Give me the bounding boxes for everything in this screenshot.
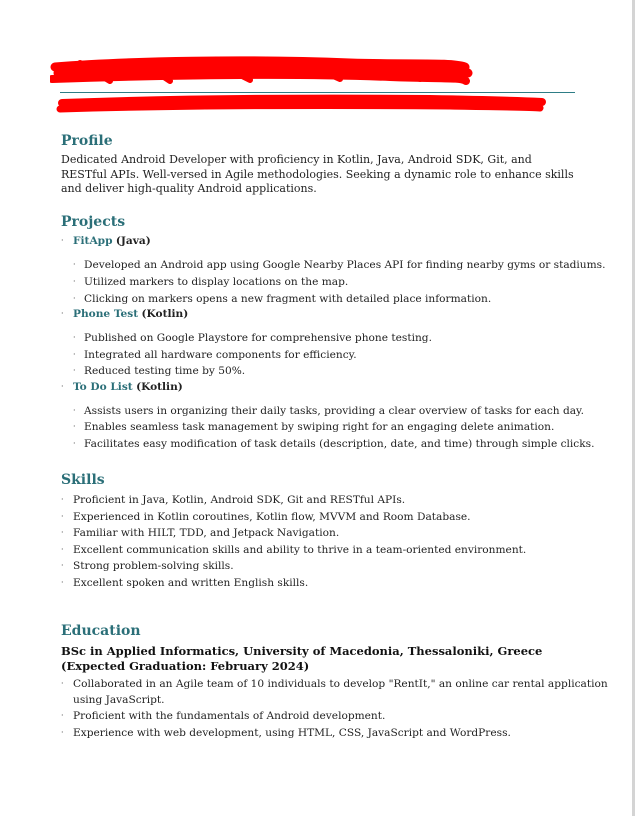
bullet: · (73, 422, 76, 431)
bullet: · (73, 439, 76, 448)
degree-title: BSc in Applied Informatics, University of Macedonia, Thessaloniki, Greece (Expected Graduation: February 2024) (61, 644, 543, 673)
list-item: Familiar with HILT, TDD, and Jetpack Navigation. (73, 527, 340, 539)
bullet: · (61, 545, 64, 554)
bullet: · (61, 512, 64, 521)
bullet: · (61, 561, 64, 570)
list-item: Collaborated in an Agile team of 10 individuals to develop "RentIt," an online car rental application (73, 678, 608, 690)
list-item: Excellent spoken and written English skills. (73, 577, 309, 589)
bullet: · (61, 309, 64, 318)
header-rule (60, 92, 575, 93)
bullet: · (73, 260, 76, 269)
list-item: Enables seamless task management by swiping right for an engaging delete animation. (84, 421, 555, 433)
bullet: · (61, 711, 64, 720)
bullet: · (73, 294, 76, 303)
bullet: · (73, 406, 76, 415)
redacted-header (50, 55, 580, 120)
education-heading: Education (61, 623, 141, 639)
project-title-todolist: To Do List (Kotlin) (73, 381, 183, 393)
profile-heading: Profile (61, 133, 113, 149)
list-item: Utilized markers to display locations on the map. (84, 276, 349, 288)
bullet: · (61, 528, 64, 537)
list-item: Excellent communication skills and ability to thrive in a team-oriented environment. (73, 544, 527, 556)
list-item: Integrated all hardware components for efficiency. (84, 349, 357, 361)
bullet: · (73, 366, 76, 375)
list-item: Assists users in organizing their daily tasks, providing a clear overview of tasks for each day. (84, 405, 584, 417)
list-item: Developed an Android app using Google Nearby Places API for finding nearby gyms or stadiums. (84, 259, 606, 271)
projects-heading: Projects (61, 214, 126, 230)
list-item: Strong problem-solving skills. (73, 560, 234, 572)
list-item: Proficient with the fundamentals of Android development. (73, 710, 386, 722)
redaction-scribble (50, 55, 580, 120)
project-title-phonetest: Phone Test (Kotlin) (73, 308, 189, 320)
list-item: Facilitates easy modification of task details (description, date, and time) through simple clicks. (84, 438, 595, 450)
bullet: · (73, 350, 76, 359)
bullet: · (61, 728, 64, 737)
list-item: Published on Google Playstore for comprehensive phone testing. (84, 332, 432, 344)
bullet: · (61, 236, 64, 245)
list-item: Experienced in Kotlin coroutines, Kotlin flow, MVVM and Room Database. (73, 511, 471, 523)
project-title-fitapp: FitApp (Java) (73, 235, 151, 247)
list-item-continuation: using JavaScript. (73, 694, 165, 706)
list-item: Clicking on markers opens a new fragment with detailed place information. (84, 293, 492, 305)
skills-heading: Skills (61, 472, 105, 488)
list-item: Proficient in Java, Kotlin, Android SDK, Git and RESTful APIs. (73, 494, 406, 506)
bullet: · (61, 679, 64, 688)
bullet: · (61, 578, 64, 587)
profile-text: Dedicated Android Developer with proficiency in Kotlin, Java, Android SDK, Git, and RESTful APIs. Well-versed in Agile methodologies. Seeking a dynamic role to enhance skills and deliver high-quality Android applications. (61, 153, 574, 195)
bullet: · (61, 382, 64, 391)
bullet: · (61, 495, 64, 504)
list-item: Reduced testing time by 50%. (84, 365, 246, 377)
bullet: · (73, 277, 76, 286)
list-item: Experience with web development, using HTML, CSS, JavaScript and WordPress. (73, 727, 511, 739)
bullet: · (73, 333, 76, 342)
